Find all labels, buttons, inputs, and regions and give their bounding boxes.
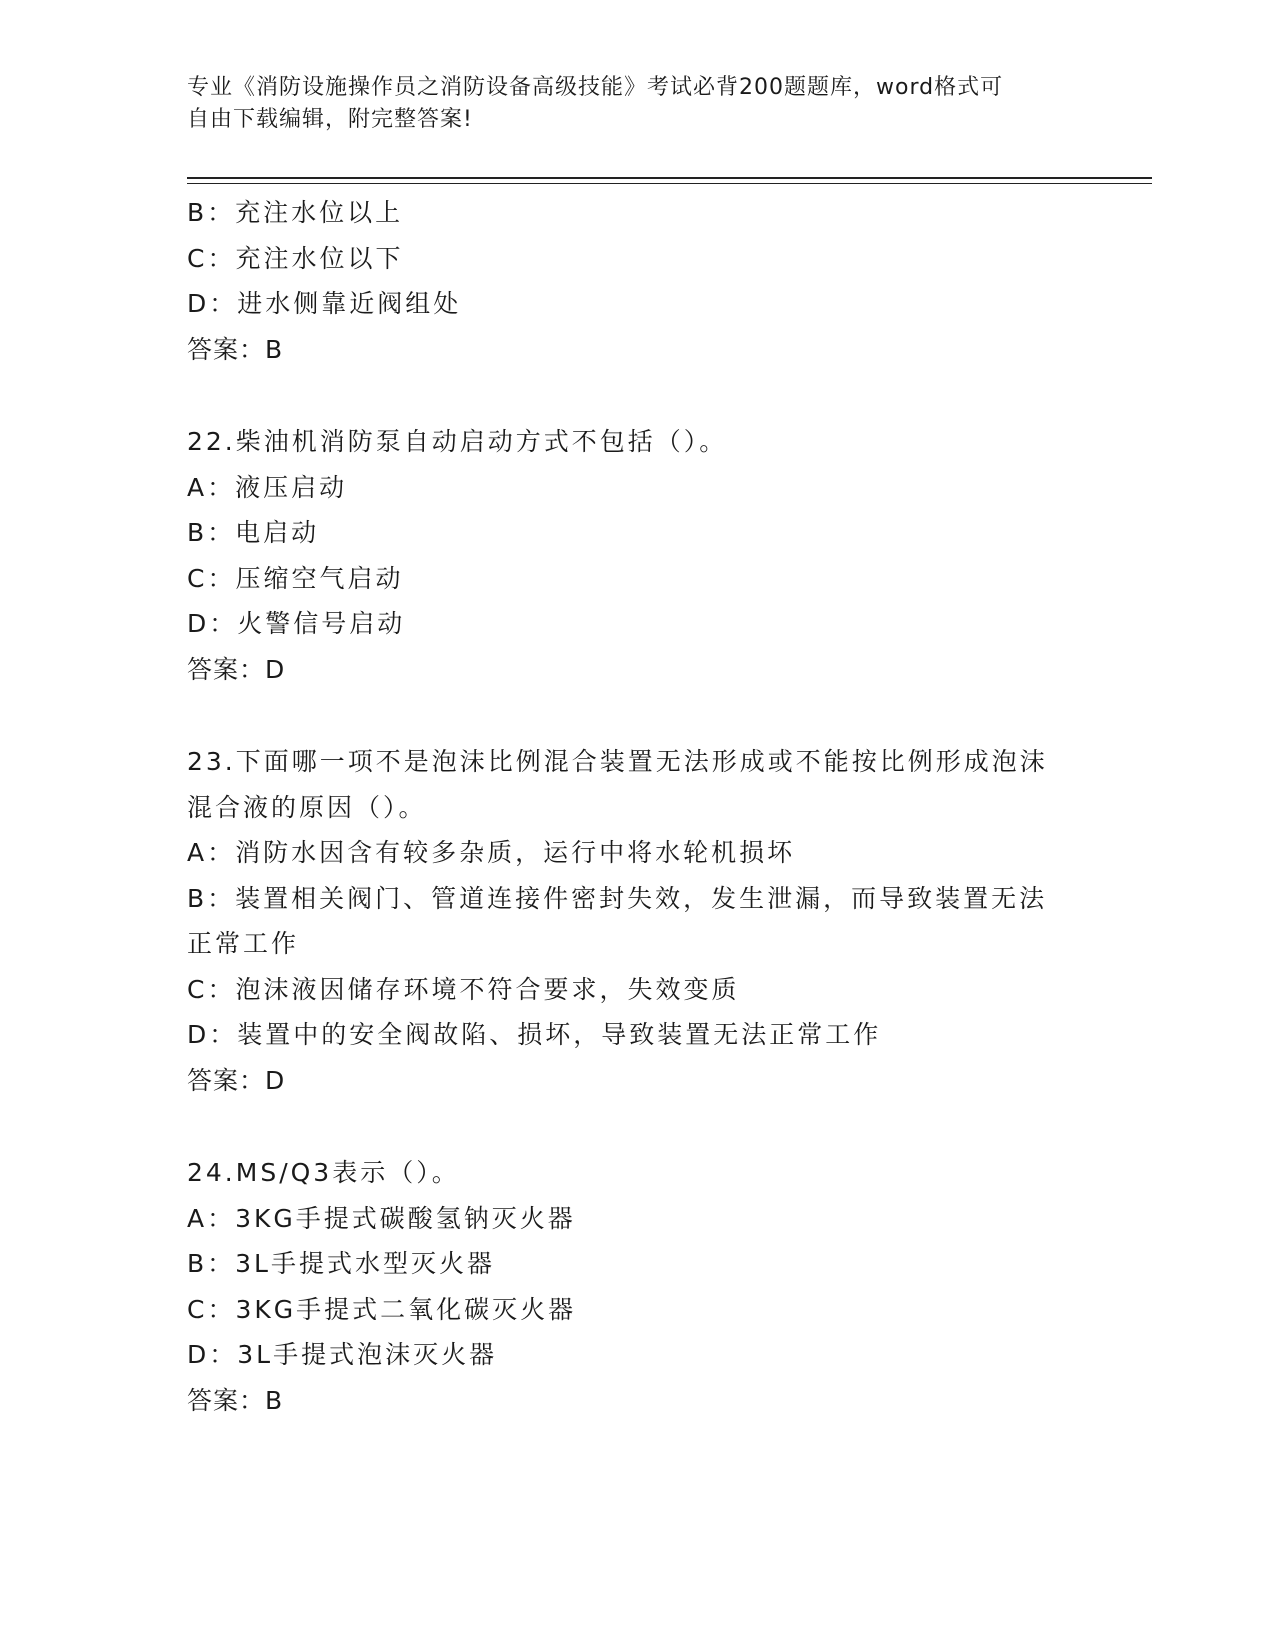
option-a: A：3KG手提式碳酸氢钠灭火器 — [187, 1203, 576, 1233]
option-a: A：消防水因含有较多杂质，运行中将水轮机损坏 — [187, 838, 796, 867]
option-c: C：充注水位以下 — [187, 243, 404, 273]
document-header — [187, 72, 1087, 136]
option-c: C：压缩空气启动 — [187, 563, 404, 593]
option-b: B：电启动 — [187, 518, 320, 547]
question-stem: 22.柴油机消防泵自动启动方式不包括（）。 — [187, 427, 728, 456]
header-divider-thin — [187, 183, 1152, 184]
option-a: A：液压启动 — [187, 472, 348, 502]
option-b: B：充注水位以上 — [187, 198, 404, 227]
option-d: D：进水侧靠近阀组处 — [187, 289, 462, 318]
option-b-line-1: B：装置相关阀门、管道连接件密封失效，发生泄漏，而导致装置无法 — [187, 883, 1048, 913]
question-stem-line-2: 混合液的原因（）。 — [187, 792, 427, 822]
answer: 答案：D — [187, 654, 286, 684]
question-list — [187, 190, 1087, 1423]
option-d: D：装置中的安全阀故陷、损坏，导致装置无法正常工作 — [187, 1020, 882, 1049]
option-d: D：火警信号启动 — [187, 609, 406, 638]
question-stem: 24.MS/Q3表示（）。 — [187, 1158, 460, 1187]
question-22 — [187, 419, 1087, 692]
option-c: C：3KG手提式二氧化碳灭火器 — [187, 1294, 577, 1324]
option-c: C：泡沫液因储存环境不符合要求，失效变质 — [187, 974, 740, 1004]
answer: 答案：B — [187, 334, 284, 364]
answer: 答案：B — [187, 1385, 284, 1415]
option-d: D：3L手提式泡沫灭火器 — [187, 1340, 498, 1369]
header-line-1: 专业《消防设施操作员之消防设备高级技能》考试必背200题题库，word格式可 — [187, 75, 1004, 100]
header-divider-thick — [187, 177, 1152, 179]
question-stem-line-1: 23.下面哪一项不是泡沫比例混合装置无法形成或不能按比例形成泡沫 — [187, 747, 1048, 776]
question-24 — [187, 1150, 1087, 1423]
question-23 — [187, 739, 1087, 1103]
option-b-line-2: 正常工作 — [187, 929, 300, 958]
answer: 答案：D — [187, 1065, 286, 1095]
question-21-continued — [187, 190, 1087, 372]
header-line-2: 自由下载编辑，附完整答案! — [187, 107, 473, 132]
option-b: B：3L手提式水型灭火器 — [187, 1249, 495, 1278]
